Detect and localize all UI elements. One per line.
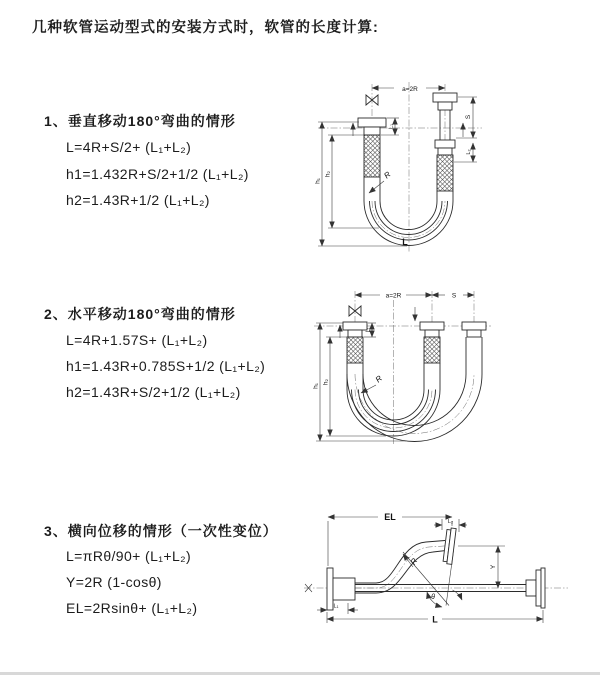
flange-fitting-left xyxy=(343,322,367,363)
radius-label: R xyxy=(408,556,420,567)
dim-label-y: Y xyxy=(490,564,497,570)
hose-s-curve xyxy=(355,541,446,594)
braided-hose-section xyxy=(364,135,380,177)
flange-fitting-left xyxy=(358,118,386,177)
length-label: L xyxy=(402,237,408,247)
flange-fitting-right xyxy=(433,93,457,191)
dim-label-l2: L₂ xyxy=(447,519,454,525)
centerlines xyxy=(318,82,482,252)
dim-label-span: a=2R xyxy=(402,85,418,93)
dim-label-length: L xyxy=(432,614,438,625)
dim-label-l1: L₁ xyxy=(388,124,395,129)
braided-hose-section xyxy=(347,337,363,363)
section-3-formula-L: L=πRθ/90+ (L₁+L₂) xyxy=(66,548,192,564)
section-1-formula-L: L=4R+S/2+ (L₁+L₂) xyxy=(66,139,192,155)
section-2-formula-L: L=4R+1.57S+ (L₁+L₂) xyxy=(66,332,208,348)
dimension-lines xyxy=(317,512,543,625)
braided-hose-section xyxy=(437,155,453,191)
section-3-formula-EL: EL=2Rsinθ+ (L₁+L₂) xyxy=(66,600,198,616)
flange-fitting-upper xyxy=(443,528,456,565)
dim-label-l2: L₂ xyxy=(466,149,472,155)
radius-label: R xyxy=(373,373,384,385)
section-1-formula-h1: h1=1.432R+S/2+1/2 (L₁+L₂) xyxy=(66,166,249,182)
diagram-horizontal-bend xyxy=(306,286,598,451)
dim-label-stroke: S xyxy=(465,114,472,120)
section-2-heading: 2、水平移动180°弯曲的情形 xyxy=(44,306,236,322)
braided-hose-section xyxy=(424,337,440,363)
dim-label-h2: h₂ xyxy=(322,378,330,386)
dim-label-h1: h₁ xyxy=(314,178,322,184)
flange-fitting-middle xyxy=(420,322,444,363)
section-1-heading: 1、垂直移动180°弯曲的情形 xyxy=(44,113,236,129)
angle-label: θ xyxy=(431,594,435,601)
radius-leader xyxy=(369,181,384,193)
diagram-lateral-shift xyxy=(300,506,600,651)
dim-label-span: a=2R xyxy=(385,292,402,300)
dim-label-l1: L₁ xyxy=(365,327,372,333)
section-2-formula-h2: h2=1.43R+S/2+1/2 (L₁+L₂) xyxy=(66,384,241,400)
flange-fitting-right xyxy=(526,568,545,608)
dim-label-stroke: S xyxy=(451,292,457,300)
section-2-formula-h1: h1=1.43R+0.785S+1/2 (L₁+L₂) xyxy=(66,358,266,374)
flange-fitting-left xyxy=(327,568,355,610)
centerlines xyxy=(314,291,491,444)
diagram-vertical-bend xyxy=(312,76,597,256)
section-3-formula-Y: Y=2R (1-cosθ) xyxy=(66,574,162,590)
dim-label-l1: L₁ xyxy=(333,603,339,610)
dim-label-h2: h₂ xyxy=(324,170,332,178)
section-3-heading: 3、横向位移的情形（一次性变位） xyxy=(44,523,278,539)
dim-label-el: EL xyxy=(384,512,396,522)
dim-label-h1: h₁ xyxy=(312,383,320,389)
flange-fitting-right-shifted xyxy=(462,322,486,337)
radius-label: R xyxy=(382,169,393,181)
page-title: 几种软管运动型式的安装方式时，软管的长度计算: xyxy=(32,20,379,36)
section-1-formula-h2: h2=1.43R+1/2 (L₁+L₂) xyxy=(66,192,210,208)
hose-u-bend-position-2 xyxy=(347,337,482,442)
